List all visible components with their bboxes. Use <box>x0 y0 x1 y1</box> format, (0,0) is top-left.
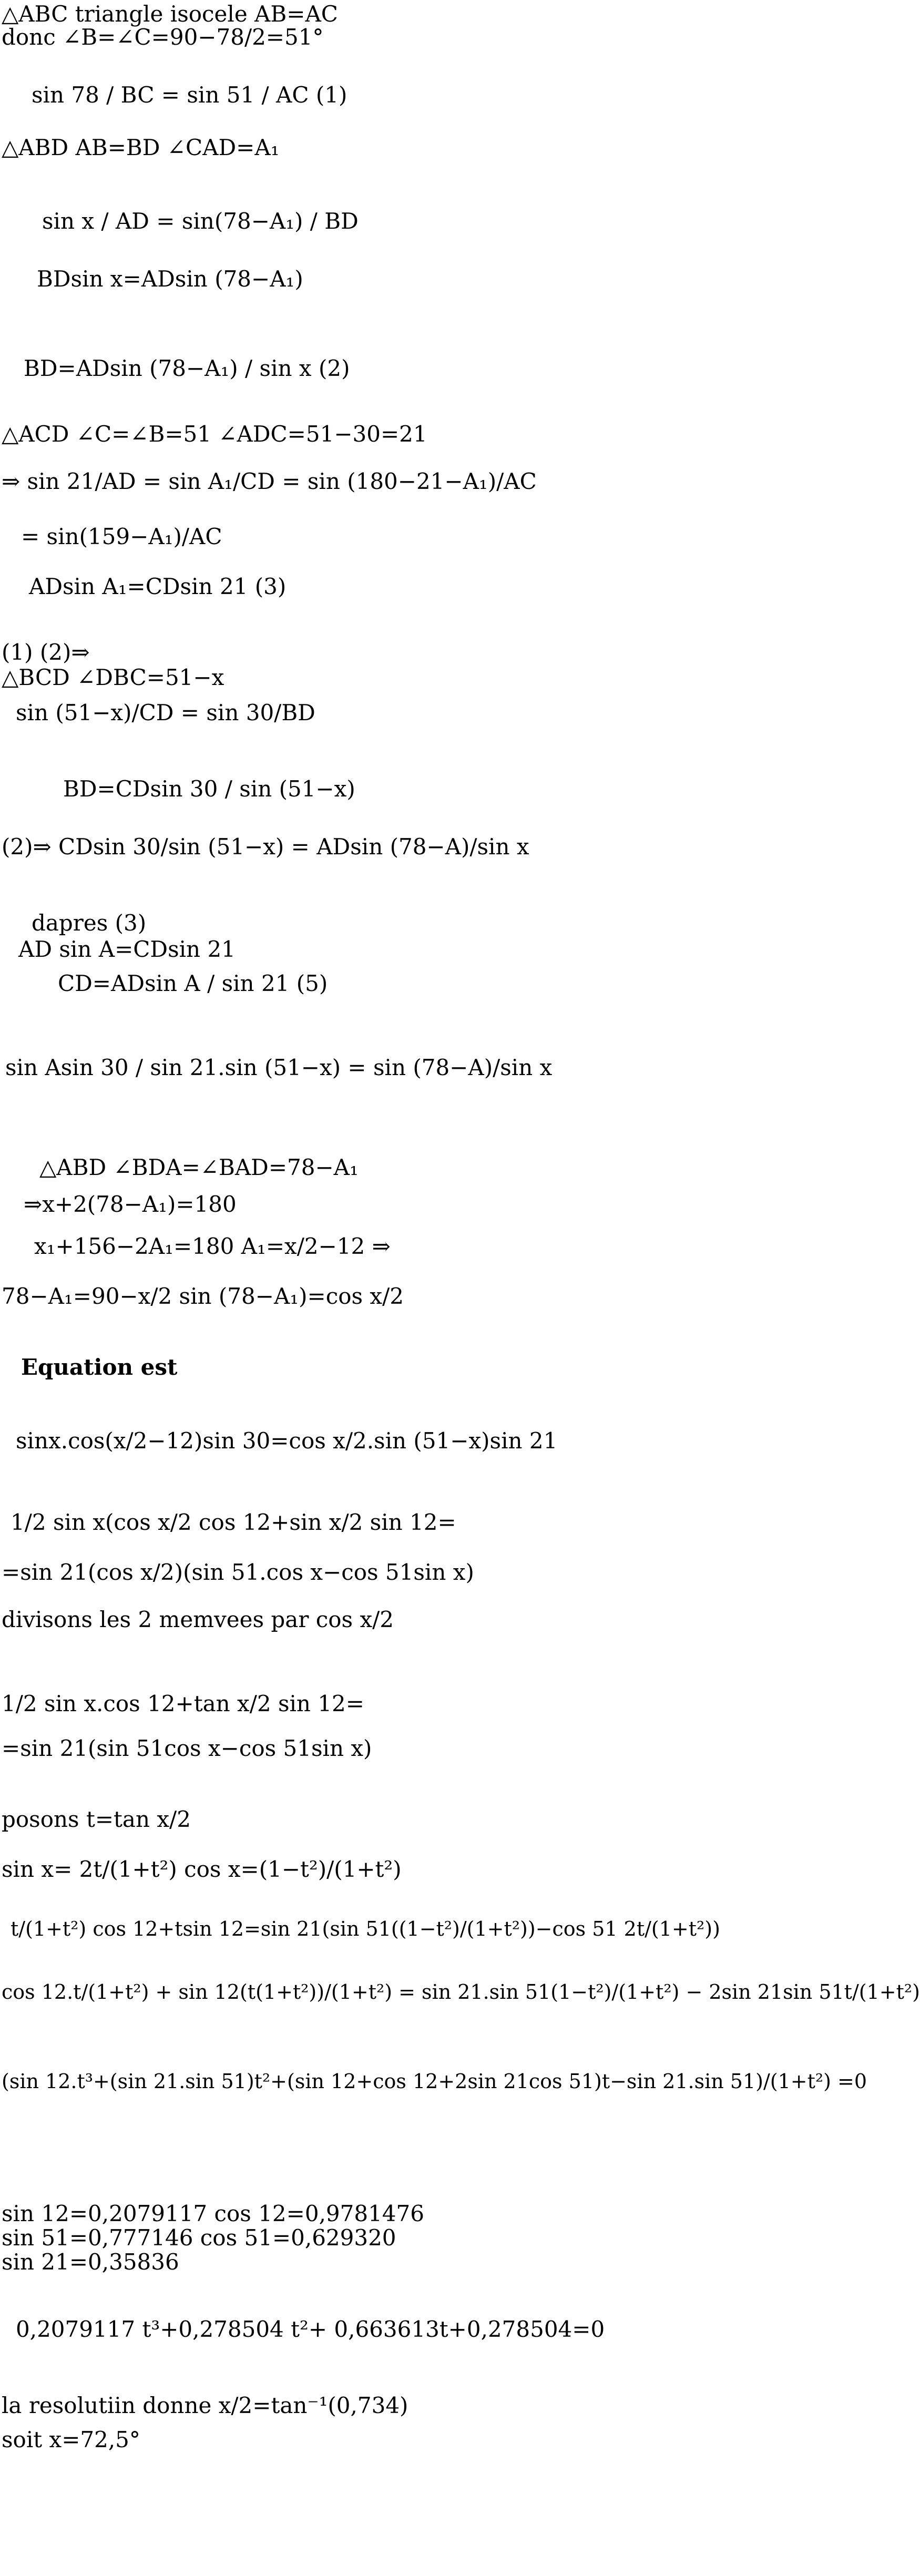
line-8: △ACD ∠C=∠B=51 ∠ADC=51−30=21 <box>2 421 427 447</box>
line-1: △ABC triangle isocele AB=AC <box>2 1 338 27</box>
line-33: sin x= 2t/(1+t²) cos x=(1−t²)/(1+t²) <box>2 1856 402 1882</box>
line-19: CD=ADsin A / sin 21 (5) <box>58 970 328 996</box>
line-28: =sin 21(cos x/2)(sin 51.cos x−cos 51sin x) <box>2 1559 474 1585</box>
line-22: ⇒x+2(78−A₁)=180 <box>24 1191 237 1217</box>
line-4: △ABD AB=BD ∠CAD=A₁ <box>2 135 280 160</box>
line-14: sin (51−x)/CD = sin 30/BD <box>16 700 315 725</box>
line-18: AD sin A=CDsin 21 <box>18 936 236 962</box>
line-25: Equation est <box>21 1354 178 1380</box>
line-39: sin 21=0,35836 <box>2 2249 179 2275</box>
line-42: soit x=72,5° <box>2 2427 140 2452</box>
line-21: △ABD ∠BDA=∠BAD=78−A₁ <box>39 1154 359 1180</box>
line-9: ⇒ sin 21/AD = sin A₁/CD = sin (180−21−A₁)/AC <box>2 468 537 494</box>
line-23: x₁+156−2A₁=180 A₁=x/2−12 ⇒ <box>34 1233 391 1259</box>
line-40: 0,2079117 t³+0,278504 t²+ 0,663613t+0,278504=0 <box>16 2316 605 2342</box>
line-2-text: donc ∠B=∠C=90−78/2=51° <box>2 24 324 50</box>
line-5: sin x / AD = sin(78−A₁) / BD <box>42 208 359 234</box>
line-24: 78−A₁=90−x/2 sin (78−A₁)=cos x/2 <box>2 1283 404 1309</box>
line-34: t/(1+t²) cos 12+tsin 12=sin 21(sin 51((1−t²)/(1+t²))−cos 51 2t/(1+t²)) <box>11 1917 720 1940</box>
line-41: la resolutiin donne x/2=tan⁻¹(0,734) <box>2 2393 408 2418</box>
line-7: BD=ADsin (78−A₁) / sin x (2) <box>24 355 350 381</box>
line-3: sin 78 / BC = sin 51 / AC (1) <box>32 82 347 108</box>
line-30: 1/2 sin x.cos 12+tan x/2 sin 12= <box>2 1691 364 1716</box>
line-36: (sin 12.t³+(sin 21.sin 51)t²+(sin 12+cos 12+2sin 21cos 51)t−sin 21.sin 51)/(1+t²) =0 <box>2 2070 867 2093</box>
line-2 <box>2 26 323 48</box>
line-6: BDsin x=ADsin (78−A₁) <box>37 266 303 292</box>
line-20: sin Asin 30 / sin 21.sin (51−x) = sin (78−A)/sin x <box>5 1055 553 1080</box>
line-38: sin 51=0,777146 cos 51=0,629320 <box>2 2225 396 2251</box>
line-12: (1) (2)⇒ <box>2 639 90 665</box>
line-37: sin 12=0,2079117 cos 12=0,9781476 <box>2 2201 424 2226</box>
line-16: (2)⇒ CDsin 30/sin (51−x) = ADsin (78−A)/sin x <box>2 834 529 860</box>
line-26: sinx.cos(x/2−12)sin 30=cos x/2.sin (51−x)sin 21 <box>16 1428 558 1454</box>
line-17: dapres (3) <box>32 910 147 936</box>
line-10: = sin(159−A₁)/AC <box>21 524 222 549</box>
line-29: divisons les 2 memvees par cos x/2 <box>2 1607 394 1632</box>
line-15: BD=CDsin 30 / sin (51−x) <box>63 776 355 802</box>
line-11: ADsin A₁=CDsin 21 (3) <box>29 574 287 599</box>
line-13: △BCD ∠DBC=51−x <box>2 665 224 690</box>
line-35: cos 12.t/(1+t²) + sin 12(t(1+t²))/(1+t²) = sin 21.sin 51(1−t²)/(1+t²) − 2sin 21sin 51t/(1+t²) <box>2 1980 920 2003</box>
line-32: posons t=tan x/2 <box>2 1806 191 1832</box>
line-27: 1/2 sin x(cos x/2 cos 12+sin x/2 sin 12= <box>11 1509 456 1535</box>
line-31: =sin 21(sin 51cos x−cos 51sin x) <box>2 1735 372 1761</box>
